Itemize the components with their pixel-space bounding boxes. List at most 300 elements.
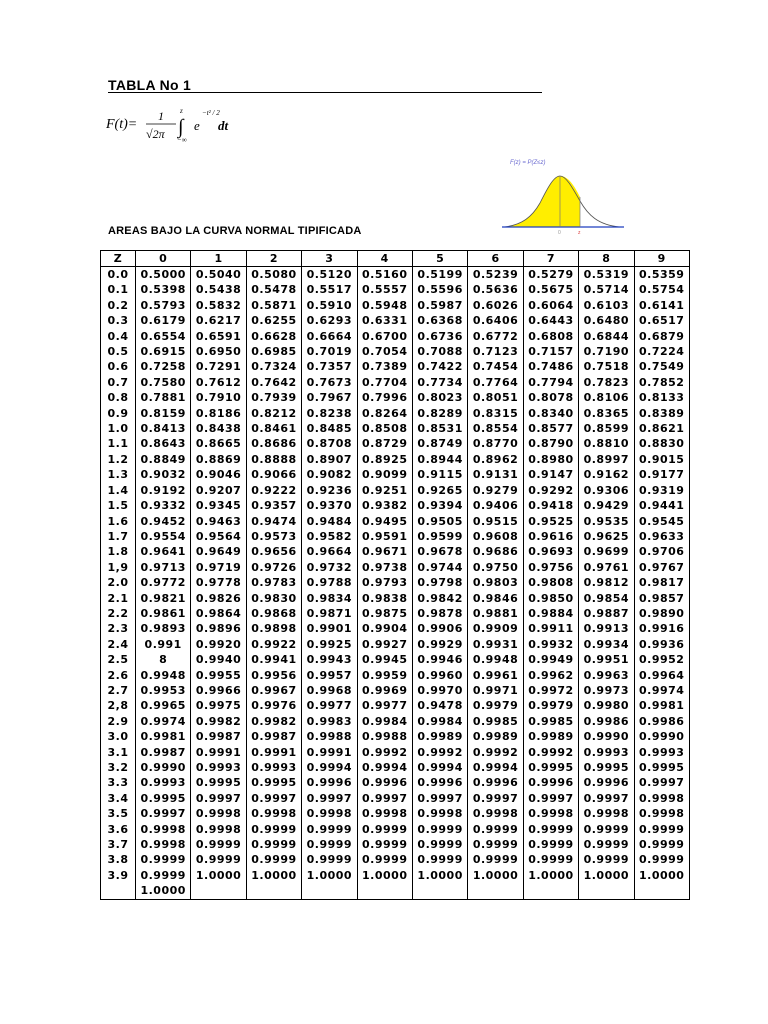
probability-cell <box>523 883 578 899</box>
probability-cell: 0.9979 <box>468 698 523 713</box>
formula-differential: dt <box>218 118 229 133</box>
probability-cell: 0.9999 <box>136 868 191 883</box>
table-row <box>101 637 690 652</box>
probability-cell: 0.9999 <box>412 852 467 867</box>
table-row <box>101 683 690 698</box>
probability-cell: 0.9999 <box>246 837 301 852</box>
probability-cell: 0.9993 <box>634 745 689 760</box>
table-row <box>101 852 690 867</box>
probability-cell: 0.7967 <box>302 390 357 405</box>
probability-cell: 0.9826 <box>191 591 246 606</box>
table-row <box>101 837 690 852</box>
probability-cell: 0.9991 <box>246 745 301 760</box>
z-value-cell: 2.4 <box>101 637 136 652</box>
probability-cell: 0.5438 <box>191 282 246 297</box>
table-row <box>101 745 690 760</box>
probability-cell: 0.9693 <box>523 544 578 559</box>
probability-cell: 0.9656 <box>246 544 301 559</box>
probability-cell: 0.9974 <box>136 714 191 729</box>
probability-cell: 0.9955 <box>191 668 246 683</box>
probability-cell: 0.9997 <box>136 806 191 821</box>
z-value-cell: 2.1 <box>101 591 136 606</box>
probability-cell: 0.9429 <box>579 498 634 513</box>
table-row <box>101 529 690 544</box>
probability-cell: 0.9945 <box>357 652 412 667</box>
probability-cell: 0.9641 <box>136 544 191 559</box>
probability-cell: 0.9973 <box>579 683 634 698</box>
z-value-cell: 0.1 <box>101 282 136 297</box>
probability-cell: 0.9999 <box>302 852 357 867</box>
z-value-cell: 1.3 <box>101 467 136 482</box>
header-z: Z <box>101 251 136 267</box>
probability-cell: 0.9992 <box>523 745 578 760</box>
header-col-7: 7 <box>523 251 578 267</box>
probability-cell: 0.9545 <box>634 514 689 529</box>
probability-cell: 0.6664 <box>302 329 357 344</box>
probability-cell: 0.9983 <box>302 714 357 729</box>
probability-cell: 0.9982 <box>191 714 246 729</box>
probability-cell: 0.9999 <box>579 822 634 837</box>
probability-cell: 0.5279 <box>523 267 578 283</box>
probability-cell: 0.9898 <box>246 621 301 636</box>
probability-cell: 0.9591 <box>357 529 412 544</box>
probability-cell: 0.9999 <box>136 852 191 867</box>
probability-cell: 0.9999 <box>468 852 523 867</box>
probability-cell: 0.9842 <box>412 591 467 606</box>
probability-cell: 0.9798 <box>412 575 467 590</box>
probability-cell: 0.9941 <box>246 652 301 667</box>
probability-cell: 0.8238 <box>302 406 357 421</box>
header-col-9: 9 <box>634 251 689 267</box>
probability-cell: 0.9382 <box>357 498 412 513</box>
probability-cell: 0.9901 <box>302 621 357 636</box>
probability-cell: 0.5910 <box>302 298 357 313</box>
table-row <box>101 344 690 359</box>
probability-cell: 0.9979 <box>523 698 578 713</box>
probability-cell: 0.9878 <box>412 606 467 621</box>
table-row <box>101 806 690 821</box>
probability-cell: 0.9162 <box>579 467 634 482</box>
probability-cell: 0.9821 <box>136 591 191 606</box>
formula-numerator: 1 <box>158 109 164 123</box>
z-value-cell: 3.4 <box>101 791 136 806</box>
probability-cell: 0.9896 <box>191 621 246 636</box>
probability-cell: 0.6179 <box>136 313 191 328</box>
probability-cell: 0.7123 <box>468 344 523 359</box>
probability-cell: 0.9998 <box>191 822 246 837</box>
probability-cell: 0.9999 <box>357 852 412 867</box>
probability-cell: 0.9706 <box>634 544 689 559</box>
z-value-cell: 0.8 <box>101 390 136 405</box>
probability-cell: 0.5754 <box>634 282 689 297</box>
probability-cell: 0.9999 <box>412 822 467 837</box>
probability-cell: 0.7357 <box>302 359 357 374</box>
probability-cell: 0.9996 <box>468 775 523 790</box>
probability-cell: 0.9222 <box>246 483 301 498</box>
probability-cell: 0.9082 <box>302 467 357 482</box>
probability-cell: 0.9996 <box>357 775 412 790</box>
probability-cell: 0.5160 <box>357 267 412 283</box>
z-value-cell: 3.0 <box>101 729 136 744</box>
probability-cell: 0.9966 <box>191 683 246 698</box>
probability-cell: 0.5120 <box>302 267 357 283</box>
z-value-cell: 1.8 <box>101 544 136 559</box>
table-row <box>101 329 690 344</box>
table-row <box>101 313 690 328</box>
table-row <box>101 760 690 775</box>
probability-cell: 0.9192 <box>136 483 191 498</box>
probability-cell: 0.9992 <box>357 745 412 760</box>
probability-cell: 0.8577 <box>523 421 578 436</box>
probability-cell: 0.8790 <box>523 436 578 451</box>
probability-cell: 0.5987 <box>412 298 467 313</box>
table-row <box>101 514 690 529</box>
probability-cell: 0.9484 <box>302 514 357 529</box>
probability-cell: 0.9977 <box>302 698 357 713</box>
table-row <box>101 621 690 636</box>
probability-cell: 0.9890 <box>634 606 689 621</box>
z-value-cell: 1.5 <box>101 498 136 513</box>
probability-cell: 0.9996 <box>302 775 357 790</box>
probability-cell: 0.9875 <box>357 606 412 621</box>
table-row <box>101 544 690 559</box>
probability-cell: 0.9997 <box>302 791 357 806</box>
probability-cell: 0.9015 <box>634 452 689 467</box>
probability-cell: 0.5199 <box>412 267 467 283</box>
probability-cell: 0.8621 <box>634 421 689 436</box>
probability-cell: 0.9995 <box>634 760 689 775</box>
probability-cell: 0.9997 <box>357 791 412 806</box>
probability-cell: 0.9977 <box>357 698 412 713</box>
table-row <box>101 390 690 405</box>
probability-cell: 0.5398 <box>136 282 191 297</box>
probability-cell: 0.5675 <box>523 282 578 297</box>
probability-cell: 0.9999 <box>523 822 578 837</box>
probability-cell: 0.9998 <box>579 806 634 821</box>
probability-cell: 0.9999 <box>357 837 412 852</box>
table-row <box>101 560 690 575</box>
probability-cell: 0.9951 <box>579 652 634 667</box>
probability-cell: 0.9974 <box>634 683 689 698</box>
probability-cell: 0.5517 <box>302 282 357 297</box>
probability-cell: 0.7549 <box>634 359 689 374</box>
z-value-cell: 3.7 <box>101 837 136 852</box>
probability-cell: 0.9968 <box>302 683 357 698</box>
probability-cell: 0.9904 <box>357 621 412 636</box>
probability-cell: 0.9909 <box>468 621 523 636</box>
probability-cell: 0.9995 <box>579 760 634 775</box>
probability-cell: 0.9960 <box>412 668 467 683</box>
z-value-cell: 2.9 <box>101 714 136 729</box>
probability-cell: 0.9989 <box>523 729 578 744</box>
formula-upper-limit: z <box>180 107 183 115</box>
probability-cell: 0.9871 <box>302 606 357 621</box>
probability-cell: 0.9564 <box>191 529 246 544</box>
z-value-cell: 0.4 <box>101 329 136 344</box>
probability-cell: 0.9732 <box>302 560 357 575</box>
probability-cell: 0.7823 <box>579 375 634 390</box>
probability-cell: 0.9969 <box>357 683 412 698</box>
probability-cell: 0.6736 <box>412 329 467 344</box>
probability-cell: 0.7642 <box>246 375 301 390</box>
probability-cell: 0.9992 <box>412 745 467 760</box>
probability-cell: 0.7518 <box>579 359 634 374</box>
probability-cell: 0.9750 <box>468 560 523 575</box>
probability-cell: 0.9997 <box>634 775 689 790</box>
probability-cell: 0.9463 <box>191 514 246 529</box>
probability-cell: 0.9115 <box>412 467 467 482</box>
probability-cell: 0.5040 <box>191 267 246 283</box>
probability-cell: 0.8438 <box>191 421 246 436</box>
probability-cell: 0.9761 <box>579 560 634 575</box>
probability-cell: 0.9991 <box>302 745 357 760</box>
probability-cell: 0.9998 <box>357 806 412 821</box>
probability-cell: 0.8554 <box>468 421 523 436</box>
probability-cell: 0.9999 <box>523 852 578 867</box>
header-col-3: 3 <box>302 251 357 267</box>
z-value-cell: 1.0 <box>101 421 136 436</box>
probability-cell: 0.9956 <box>246 668 301 683</box>
probability-cell: 0.7054 <box>357 344 412 359</box>
probability-cell: 0.8106 <box>579 390 634 405</box>
probability-cell: 0.9998 <box>468 806 523 821</box>
probability-cell: 0.9964 <box>634 668 689 683</box>
z-value-cell: 1.4 <box>101 483 136 498</box>
probability-cell: 0.9997 <box>468 791 523 806</box>
probability-cell: 0.9987 <box>246 729 301 744</box>
header-col-8: 8 <box>579 251 634 267</box>
probability-cell: 0.8264 <box>357 406 412 421</box>
probability-cell: 0.6772 <box>468 329 523 344</box>
probability-cell: 0.9984 <box>357 714 412 729</box>
probability-cell: 0.9989 <box>468 729 523 744</box>
formula-lower-limit: −∞ <box>177 136 187 144</box>
probability-cell: 0.9893 <box>136 621 191 636</box>
probability-cell: 0.9999 <box>634 822 689 837</box>
probability-cell: 0.9207 <box>191 483 246 498</box>
probability-cell: 0.9971 <box>468 683 523 698</box>
probability-cell: 0.8770 <box>468 436 523 451</box>
probability-cell: 0.9394 <box>412 498 467 513</box>
page-title: TABLA No 1 <box>108 77 192 93</box>
z-value-cell: 2.7 <box>101 683 136 698</box>
z-value-cell: 3.8 <box>101 852 136 867</box>
probability-cell: 0.9474 <box>246 514 301 529</box>
probability-cell: 0.9582 <box>302 529 357 544</box>
table-row <box>101 791 690 806</box>
probability-cell: 0.8869 <box>191 452 246 467</box>
probability-cell: 0.9995 <box>523 760 578 775</box>
probability-cell: 1.0000 <box>412 868 467 883</box>
probability-cell: 0.9783 <box>246 575 301 590</box>
z-value-cell: 2.6 <box>101 668 136 683</box>
table-header-row <box>101 251 690 267</box>
probability-cell: 0.8389 <box>634 406 689 421</box>
probability-cell: 0.7422 <box>412 359 467 374</box>
probability-cell: 0.9991 <box>191 745 246 760</box>
probability-cell: 0.6950 <box>191 344 246 359</box>
integral-sign: ∫ <box>178 116 184 138</box>
probability-cell: 0.7190 <box>579 344 634 359</box>
probability-cell: 0.9948 <box>468 652 523 667</box>
table-row <box>101 375 690 390</box>
probability-cell: 0.9357 <box>246 498 301 513</box>
header-col-5: 5 <box>412 251 467 267</box>
probability-cell: 0.8599 <box>579 421 634 436</box>
probability-cell: 0.9993 <box>136 775 191 790</box>
probability-cell: 0.9599 <box>412 529 467 544</box>
probability-cell: 0.6293 <box>302 313 357 328</box>
probability-cell: 0.9850 <box>523 591 578 606</box>
probability-cell: 0.9990 <box>579 729 634 744</box>
probability-cell: 0.9997 <box>191 791 246 806</box>
table-row <box>101 406 690 421</box>
probability-cell: 0.9981 <box>136 729 191 744</box>
probability-cell: 0.9251 <box>357 483 412 498</box>
probability-cell: 0.5596 <box>412 282 467 297</box>
probability-cell: 0.8485 <box>302 421 357 436</box>
probability-cell: 0.8051 <box>468 390 523 405</box>
probability-cell: 0.9997 <box>523 791 578 806</box>
probability-cell: 0.8944 <box>412 452 467 467</box>
probability-cell: 0.9864 <box>191 606 246 621</box>
probability-cell: 0.9993 <box>579 745 634 760</box>
probability-cell: 0.9998 <box>412 806 467 821</box>
probability-cell: 0.6700 <box>357 329 412 344</box>
probability-cell: 0.9986 <box>579 714 634 729</box>
probability-cell: 0.9608 <box>468 529 523 544</box>
z-value-cell: 1.6 <box>101 514 136 529</box>
probability-cell: 0.9649 <box>191 544 246 559</box>
probability-cell: 0.9999 <box>246 822 301 837</box>
probability-cell: 1.0000 <box>246 868 301 883</box>
probability-cell: 0.9699 <box>579 544 634 559</box>
probability-cell: 0.8186 <box>191 406 246 421</box>
probability-cell: 0.9994 <box>302 760 357 775</box>
probability-cell: 0.9515 <box>468 514 523 529</box>
probability-cell: 0.6141 <box>634 298 689 313</box>
table-row <box>101 359 690 374</box>
probability-cell: 0.9998 <box>523 806 578 821</box>
probability-cell: 0.9788 <box>302 575 357 590</box>
probability-cell <box>357 883 412 899</box>
probability-cell: 0.9965 <box>136 698 191 713</box>
probability-cell: 1.0000 <box>523 868 578 883</box>
probability-cell: 0.9999 <box>246 852 301 867</box>
probability-cell: 0.9370 <box>302 498 357 513</box>
probability-cell: 0.6331 <box>357 313 412 328</box>
probability-cell: 0.8531 <box>412 421 467 436</box>
probability-cell: 0.9936 <box>634 637 689 652</box>
probability-cell: 0.9985 <box>468 714 523 729</box>
probability-cell: 0.9999 <box>468 822 523 837</box>
probability-cell: 0.6591 <box>191 329 246 344</box>
table-subtitle: AREAS BAJO LA CURVA NORMAL TIPIFICADA <box>108 225 362 237</box>
probability-cell: 0.5319 <box>579 267 634 283</box>
probability-cell: 0.9319 <box>634 483 689 498</box>
probability-cell: 0.9946 <box>412 652 467 667</box>
probability-cell: 0.5000 <box>136 267 191 283</box>
probability-cell: 0.7704 <box>357 375 412 390</box>
probability-cell: 0.9988 <box>302 729 357 744</box>
probability-cell: 0.9994 <box>412 760 467 775</box>
z-value-cell: 3.2 <box>101 760 136 775</box>
probability-cell: 0.9993 <box>191 760 246 775</box>
probability-cell: 0.9987 <box>136 745 191 760</box>
z-value-cell: 0.9 <box>101 406 136 421</box>
probability-cell: 0.9985 <box>523 714 578 729</box>
probability-cell: 0.6368 <box>412 313 467 328</box>
probability-cell: 0.6844 <box>579 329 634 344</box>
probability-cell: 0.9998 <box>302 806 357 821</box>
table-row <box>101 267 690 283</box>
probability-cell: 0.9987 <box>191 729 246 744</box>
probability-cell: 0.9994 <box>357 760 412 775</box>
z-value-cell: 3.9 <box>101 868 136 883</box>
probability-cell: 0.8980 <box>523 452 578 467</box>
probability-cell: 0.8962 <box>468 452 523 467</box>
probability-cell: 0.9032 <box>136 467 191 482</box>
z-value-cell: 0.7 <box>101 375 136 390</box>
z-value-cell: 0.3 <box>101 313 136 328</box>
probability-cell: 0.9999 <box>523 837 578 852</box>
table-row <box>101 467 690 482</box>
probability-cell: 0.9997 <box>412 791 467 806</box>
probability-cell: 0.9925 <box>302 637 357 652</box>
probability-cell: 0.6406 <box>468 313 523 328</box>
probability-cell: 0.9744 <box>412 560 467 575</box>
probability-cell: 0.9975 <box>191 698 246 713</box>
probability-cell: 0.9633 <box>634 529 689 544</box>
probability-cell: 0.7580 <box>136 375 191 390</box>
probability-cell: 0.7324 <box>246 359 301 374</box>
probability-cell: 0.9980 <box>579 698 634 713</box>
probability-cell: 0.9292 <box>523 483 578 498</box>
probability-cell: 0.9998 <box>191 806 246 821</box>
z-value-cell: 2.0 <box>101 575 136 590</box>
probability-cell: 0.7852 <box>634 375 689 390</box>
probability-cell: 0.991 <box>136 637 191 652</box>
probability-cell: 0.9177 <box>634 467 689 482</box>
probability-cell: 0.9999 <box>634 852 689 867</box>
table-row <box>101 591 690 606</box>
probability-cell: 0.8023 <box>412 390 467 405</box>
probability-cell: 0.9998 <box>246 806 301 821</box>
table-row <box>101 606 690 621</box>
probability-cell: 0.9997 <box>246 791 301 806</box>
probability-cell: 0.9881 <box>468 606 523 621</box>
probability-cell: 0.9996 <box>579 775 634 790</box>
probability-cell: 0.7794 <box>523 375 578 390</box>
probability-cell <box>246 883 301 899</box>
probability-cell: 0.7486 <box>523 359 578 374</box>
probability-cell: 0.5948 <box>357 298 412 313</box>
probability-cell: 0.9803 <box>468 575 523 590</box>
probability-cell: 0.6915 <box>136 344 191 359</box>
probability-cell: 0.6879 <box>634 329 689 344</box>
probability-cell: 0.6985 <box>246 344 301 359</box>
probability-cell: 0.9817 <box>634 575 689 590</box>
probability-cell: 0.9931 <box>468 637 523 652</box>
formula-exponent: −t² / 2 <box>202 109 220 117</box>
probability-cell: 0.9999 <box>634 837 689 852</box>
probability-cell: 0.9916 <box>634 621 689 636</box>
table-row <box>101 421 690 436</box>
table-row <box>101 575 690 590</box>
table-row <box>101 775 690 790</box>
probability-cell: 0.9671 <box>357 544 412 559</box>
probability-cell: 0.9884 <box>523 606 578 621</box>
